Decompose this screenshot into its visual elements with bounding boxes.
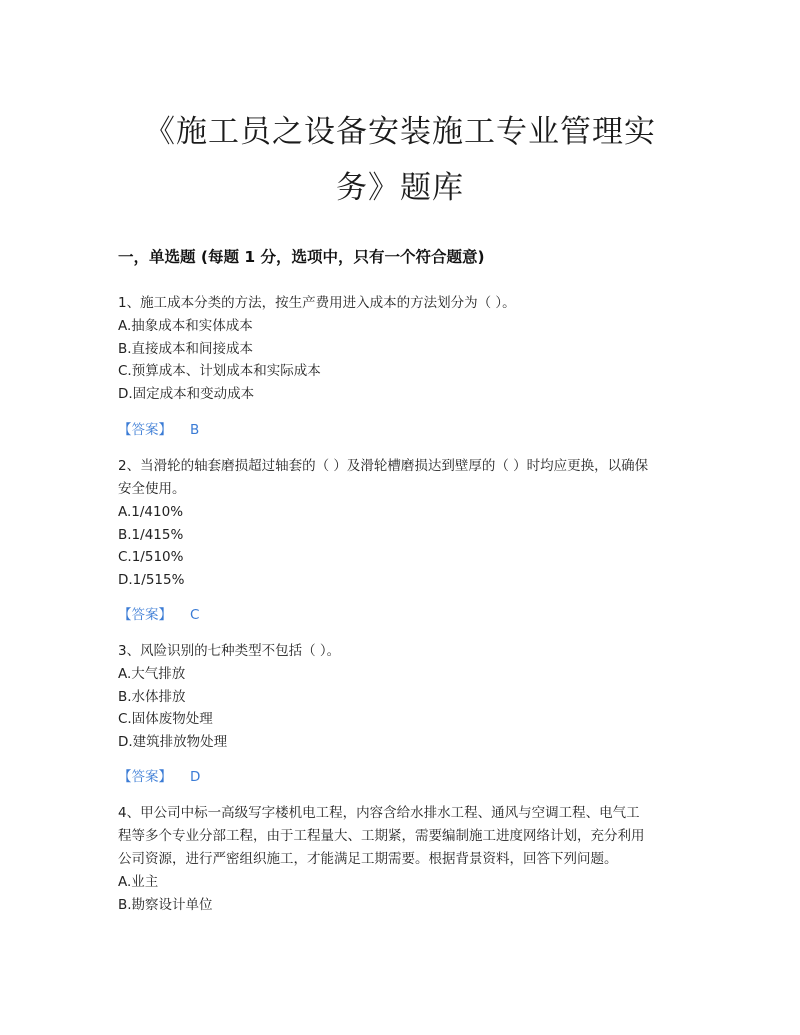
question-1 — [118, 292, 688, 405]
question-2-option-c: C.1/510% — [118, 549, 184, 565]
question-3-option-a: A.大气排放 — [118, 666, 186, 682]
answer-value: C — [190, 607, 200, 623]
question-4-stem-line-1: 4、甲公司中标一高级写字楼机电工程，内容含给水排水工程、通风与空调工程、电气工 — [118, 805, 640, 821]
question-4-option-b: B.勘察设计单位 — [118, 896, 213, 913]
question-3-answer — [118, 766, 200, 788]
question-4-option-a: A.业主 — [118, 874, 159, 890]
question-4 — [118, 802, 688, 916]
answer-label: 【答案】 — [118, 769, 172, 785]
question-1-option-c: C.预算成本、计划成本和实际成本 — [118, 363, 321, 379]
document-title-line-1: 《施工员之设备安装施工专业管理实 — [144, 114, 656, 150]
question-1-option-a: A.抽象成本和实体成本 — [118, 318, 253, 334]
answer-label: 【答案】 — [118, 422, 172, 438]
question-3-option-d: D.建筑排放物处理 — [118, 733, 228, 750]
question-2-option-a: A.1/410% — [118, 504, 184, 520]
question-1-stem: 1、施工成本分类的方法，按生产费用进入成本的方法划分为（ ）。 — [118, 295, 516, 311]
question-1-option-d: D.固定成本和变动成本 — [118, 385, 255, 402]
question-2-option-b: B.1/415% — [118, 526, 184, 543]
question-2-stem-line-1: 2、当滑轮的轴套磨损超过轴套的（ ）及滑轮槽磨损达到壁厚的（ ）时均应更换，以确保 — [118, 458, 649, 474]
question-2-option-d: D.1/515% — [118, 571, 185, 588]
question-2-answer — [118, 604, 199, 626]
question-4-stem-line-3: 公司资源，进行严密组织施工，才能满足工期需要。根据背景资料，回答下列问题。 — [118, 851, 618, 867]
question-2 — [118, 455, 688, 591]
question-1-answer — [118, 419, 199, 441]
question-3-stem: 3、风险识别的七种类型不包括（ ）。 — [118, 643, 341, 659]
question-3-option-c: C.固体废物处理 — [118, 711, 213, 727]
section-heading: 一，单选题 (每题 1 分，选项中，只有一个符合题意) — [118, 248, 485, 266]
question-4-stem-line-2: 程等多个专业分部工程，由于工程量大、工期紧，需要编制施工进度网络计划，充分利用 — [118, 828, 645, 844]
question-3-option-b: B.水体排放 — [118, 688, 186, 705]
answer-value: B — [190, 422, 200, 438]
document-title — [118, 104, 682, 216]
document-title-line-2: 务》题库 — [336, 170, 464, 206]
answer-label: 【答案】 — [118, 607, 172, 623]
answer-value: D — [190, 769, 201, 785]
question-2-stem-line-2: 安全使用。 — [118, 481, 186, 497]
question-3 — [118, 640, 688, 753]
question-1-option-b: B.直接成本和间接成本 — [118, 340, 254, 357]
